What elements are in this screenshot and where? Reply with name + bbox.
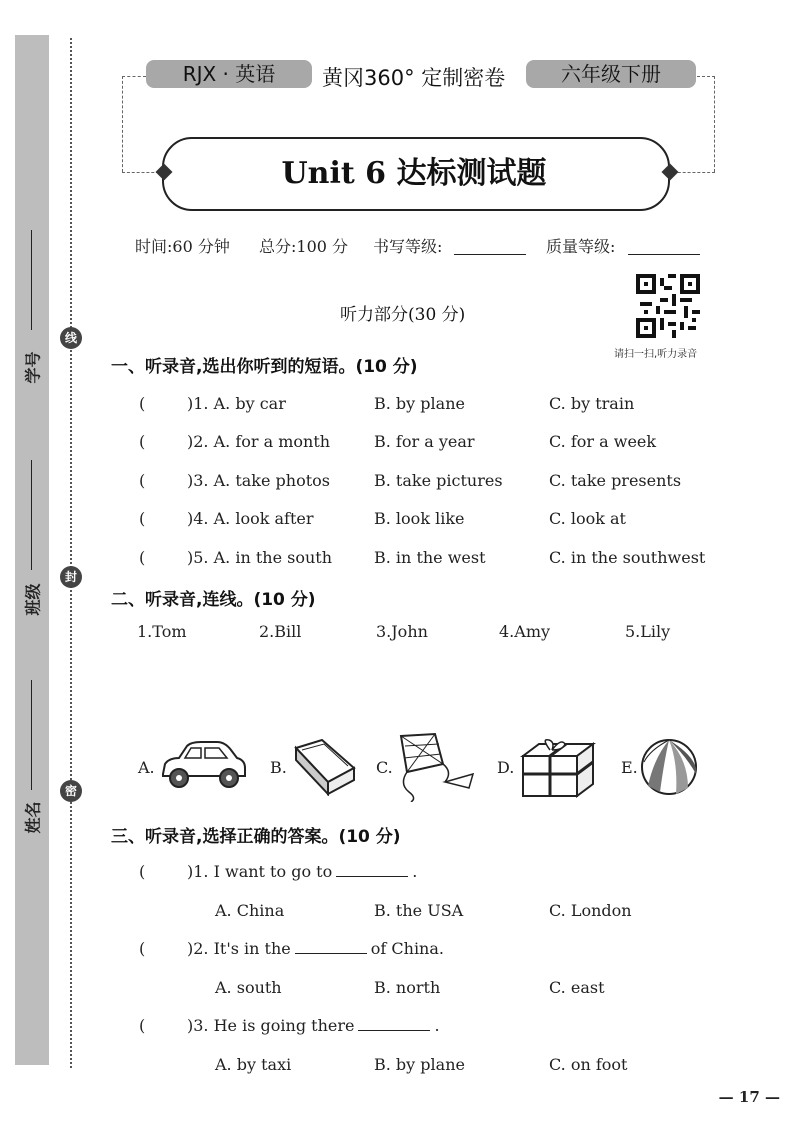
header-dash [122, 76, 123, 172]
picture-label-e: E. [621, 758, 638, 777]
answer-paren[interactable]: ( [139, 509, 146, 528]
name-lily: 5.Lily [625, 622, 671, 641]
writing-grade-label: 书写等级: [373, 237, 443, 256]
s3-q1-stem-end: . [412, 862, 418, 881]
quality-grade-blank[interactable] [628, 254, 700, 255]
class-label: 班级 [23, 583, 43, 616]
s1-q1: )1. A. by car [187, 394, 286, 413]
answer-paren[interactable]: ( [139, 939, 146, 958]
page-number: — 17 — [718, 1088, 780, 1106]
name-amy: 4.Amy [499, 622, 551, 641]
name-underline [31, 680, 32, 790]
name-bill: 2.Bill [259, 622, 302, 641]
name-label: 姓名 [23, 801, 43, 834]
s1-q2: )2. A. for a month [187, 432, 331, 451]
s3-q2-option-c: C. east [549, 978, 605, 997]
s1-q5: )5. A. in the south [187, 548, 332, 567]
answer-paren[interactable]: ( [139, 548, 146, 567]
picture-label-c: C. [376, 758, 393, 777]
writing-grade-blank[interactable] [454, 254, 526, 255]
student-no-label: 学号 [23, 351, 43, 384]
s1-q3-option-c: C. take presents [549, 471, 682, 490]
section2-heading: 二、听录音,连线。(10 分) [111, 590, 316, 610]
s3-q3-stem [187, 1016, 440, 1035]
exam-time: 时间:60 分钟 [135, 237, 230, 256]
answer-blank[interactable] [358, 1029, 430, 1031]
s1-q3-option-b: B. take pictures [374, 471, 503, 490]
s3-q1-stem-text: )1. I want to go to [187, 862, 333, 881]
subject-tag: RJX · 英语 [146, 60, 312, 88]
section1-heading: 一、听录音,选出你听到的短语。(10 分) [111, 357, 418, 377]
car-icon [157, 740, 249, 792]
s3-q3-option-a: A. by taxi [215, 1055, 292, 1074]
class-underline [31, 460, 32, 570]
s1-q2-option-b: B. for a year [374, 432, 475, 451]
s1-q1-option-b: B. by plane [374, 394, 465, 413]
s3-q3-stem-end: . [434, 1016, 440, 1035]
answer-paren[interactable]: ( [139, 1016, 146, 1035]
student-no-underline [31, 230, 32, 330]
qr-caption: 请扫一扫,听力录音 [614, 349, 698, 360]
s1-q4: )4. A. look after [187, 509, 314, 528]
s3-q1-option-c: C. London [549, 901, 632, 920]
s1-q5-option-c: C. in the southwest [549, 548, 706, 567]
s3-q1-option-a: A. China [215, 901, 285, 920]
seal-secret-mark: 密 [60, 780, 82, 802]
header-dash [697, 76, 715, 77]
book-icon [292, 738, 358, 796]
ball-icon [640, 738, 698, 796]
answer-blank[interactable] [295, 952, 367, 954]
listening-section-title: 听力部分(30 分) [340, 305, 466, 325]
picture-label-d: D. [497, 758, 515, 777]
section3-heading: 三、听录音,选择正确的答案。(10 分) [111, 827, 401, 847]
s3-q3-stem-text: )3. He is going there [187, 1016, 355, 1035]
name-john: 3.John [376, 622, 428, 641]
page-title: Unit 6 达标测试题 [281, 156, 547, 191]
header-dash [714, 76, 715, 172]
binding-strip [15, 35, 49, 1065]
answer-paren[interactable]: ( [139, 432, 146, 451]
qr-code-icon[interactable] [636, 274, 700, 338]
s3-q3-option-c: C. on foot [549, 1055, 628, 1074]
seal-seal-mark: 封 [60, 566, 82, 588]
s3-q2-stem-text: )2. It's in the [187, 939, 291, 958]
kite-icon [395, 732, 477, 802]
picture-label-a: A. [138, 758, 155, 777]
s3-q2-stem-end: of China. [370, 939, 444, 958]
s3-q3-option-b: B. by plane [374, 1055, 465, 1074]
s1-q5-option-b: B. in the west [374, 548, 486, 567]
picture-label-b: B. [270, 758, 287, 777]
s1-q3: )3. A. take photos [187, 471, 330, 490]
s1-q2-option-c: C. for a week [549, 432, 657, 451]
s3-q2-stem [187, 939, 444, 958]
cut-dotted-line [70, 38, 72, 1068]
gift-box-icon [519, 736, 597, 798]
exam-total: 总分:100 分 [259, 237, 349, 256]
seal-line-mark: 线 [60, 327, 82, 349]
answer-paren[interactable]: ( [139, 394, 146, 413]
quality-grade-label: 质量等级: [546, 237, 616, 256]
answer-paren[interactable]: ( [139, 471, 146, 490]
series-title: 黄冈360° 定制密卷 [322, 66, 506, 90]
grade-tag: 六年级下册 [526, 60, 696, 88]
answer-blank[interactable] [336, 875, 408, 877]
s3-q1-stem [187, 862, 417, 881]
answer-paren[interactable]: ( [139, 862, 146, 881]
header-dash [122, 76, 146, 77]
s1-q4-option-b: B. look like [374, 509, 465, 528]
s1-q1-option-c: C. by train [549, 394, 635, 413]
s3-q2-option-b: B. north [374, 978, 441, 997]
name-tom: 1.Tom [137, 622, 187, 641]
s3-q2-option-a: A. south [215, 978, 282, 997]
s1-q4-option-c: C. look at [549, 509, 626, 528]
s3-q1-option-b: B. the USA [374, 901, 464, 920]
